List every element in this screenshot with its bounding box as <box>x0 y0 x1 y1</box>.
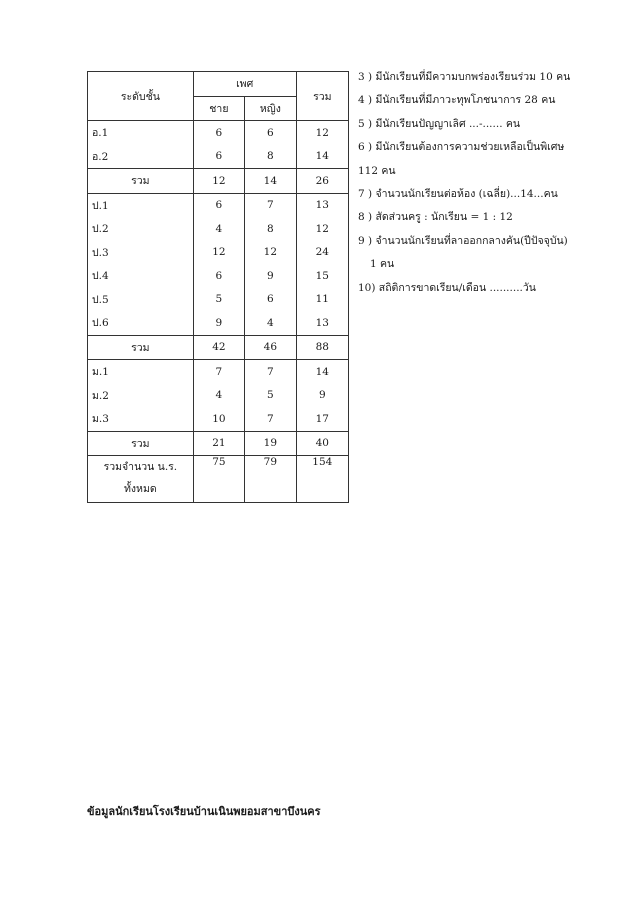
header-total: รวม <box>296 72 348 121</box>
subtotal-row <box>88 431 349 456</box>
row-female: 7 <box>245 407 297 431</box>
info-item: 3 ) มีนักเรียนที่มีความบกพร่องเรียนร่วม 10 คน <box>358 71 571 83</box>
table-row <box>88 360 349 384</box>
subtotal-total: 88 <box>296 335 348 360</box>
row-female: 8 <box>245 217 297 241</box>
row-total: 12 <box>296 121 348 145</box>
row-total: 14 <box>296 360 348 384</box>
row-total: 14 <box>296 145 348 169</box>
row-male: 4 <box>193 217 244 241</box>
info-item: 4 ) มีนักเรียนที่มีภาวะทุพโภชนาการ 28 คน <box>358 94 556 107</box>
row-male: 7 <box>193 360 244 384</box>
info-item: 10) สถิติการขาดเรียน/เดือน ..........วัน <box>358 281 536 294</box>
subtotal-female: 46 <box>245 335 297 360</box>
info-item: 7 ) จำนวนนักเรียนต่อห้อง (เฉลี่ย)...14...คน <box>358 188 558 201</box>
row-female: 5 <box>245 384 297 408</box>
student-statistics-table <box>87 71 349 503</box>
table-header-row <box>88 72 349 97</box>
row-female: 9 <box>245 264 297 288</box>
row-level: ป.6 <box>88 311 194 335</box>
row-female: 7 <box>245 360 297 384</box>
subtotal-male: 12 <box>193 169 244 194</box>
row-level: ม.3 <box>88 407 194 431</box>
grand-total-female: 79 <box>245 456 297 503</box>
table-row <box>88 121 349 145</box>
row-female: 6 <box>245 121 297 145</box>
row-male: 6 <box>193 193 244 217</box>
header-gender: เพศ <box>193 72 296 97</box>
subtotal-row <box>88 169 349 194</box>
info-item: 8 ) สัดส่วนครู : นักเรียน = 1 : 12 <box>358 211 513 224</box>
table-row <box>88 217 349 241</box>
header-male: ชาย <box>193 96 244 121</box>
row-level: ป.4 <box>88 264 194 288</box>
table-row <box>88 311 349 335</box>
table-row <box>88 193 349 217</box>
row-total: 12 <box>296 217 348 241</box>
row-male: 5 <box>193 288 244 312</box>
subtotal-total: 26 <box>296 169 348 194</box>
subtotal-label: รวม <box>88 431 194 456</box>
info-item: 1 คน <box>370 258 395 271</box>
subtotal-female: 19 <box>245 431 297 456</box>
row-total: 24 <box>296 241 348 265</box>
row-total: 11 <box>296 288 348 312</box>
subtotal-male: 21 <box>193 431 244 456</box>
subtotal-label: รวม <box>88 335 194 360</box>
grand-total-male: 75 <box>193 456 244 503</box>
subtotal-total: 40 <box>296 431 348 456</box>
page-caption: ข้อมูลนักเรียนโรงเรียนบ้านเนินพยอมสาขาบึงนคร <box>87 805 321 818</box>
row-male: 10 <box>193 407 244 431</box>
subtotal-male: 42 <box>193 335 244 360</box>
subtotal-female: 14 <box>245 169 297 194</box>
table-row <box>88 264 349 288</box>
row-level: อ.2 <box>88 145 194 169</box>
subtotal-label: รวม <box>88 169 194 194</box>
subtotal-row <box>88 335 349 360</box>
table-row <box>88 241 349 265</box>
row-male: 9 <box>193 311 244 335</box>
row-level: ม.2 <box>88 384 194 408</box>
info-item: 6 ) มีนักเรียนต้องการความช่วยเหลือเป็นพิเศษ <box>358 141 565 154</box>
table-row <box>88 288 349 312</box>
row-male: 4 <box>193 384 244 408</box>
row-level: ป.5 <box>88 288 194 312</box>
row-level: ป.3 <box>88 241 194 265</box>
row-total: 15 <box>296 264 348 288</box>
row-male: 12 <box>193 241 244 265</box>
header-female: หญิง <box>245 96 297 121</box>
row-female: 7 <box>245 193 297 217</box>
table-row <box>88 384 349 408</box>
info-item: 9 ) จำนวนนักเรียนที่ลาออกกลางคัน(ปีปัจจุบัน) <box>358 234 568 247</box>
row-total: 17 <box>296 407 348 431</box>
table-row <box>88 145 349 169</box>
row-female: 6 <box>245 288 297 312</box>
row-level: อ.1 <box>88 121 194 145</box>
info-item: 5 ) มีนักเรียนปัญญาเลิศ ...-...... คน <box>358 117 521 130</box>
grand-total-label-line1: รวมจำนวน น.ร. <box>103 461 178 473</box>
row-male: 6 <box>193 145 244 169</box>
grand-total-label <box>88 456 194 503</box>
grand-total-total: 154 <box>296 456 348 503</box>
info-item: 112 คน <box>358 164 396 177</box>
row-female: 12 <box>245 241 297 265</box>
row-total: 9 <box>296 384 348 408</box>
header-level: ระดับชั้น <box>88 72 194 121</box>
row-level: ป.1 <box>88 193 194 217</box>
row-female: 8 <box>245 145 297 169</box>
row-male: 6 <box>193 264 244 288</box>
row-total: 13 <box>296 311 348 335</box>
row-total: 13 <box>296 193 348 217</box>
row-level: ม.1 <box>88 360 194 384</box>
row-level: ป.2 <box>88 217 194 241</box>
student-info-list <box>358 66 628 300</box>
grand-total-label-line2: ทั้งหมด <box>124 483 157 495</box>
table-row <box>88 407 349 431</box>
row-female: 4 <box>245 311 297 335</box>
row-male: 6 <box>193 121 244 145</box>
grand-total-row <box>88 456 349 503</box>
